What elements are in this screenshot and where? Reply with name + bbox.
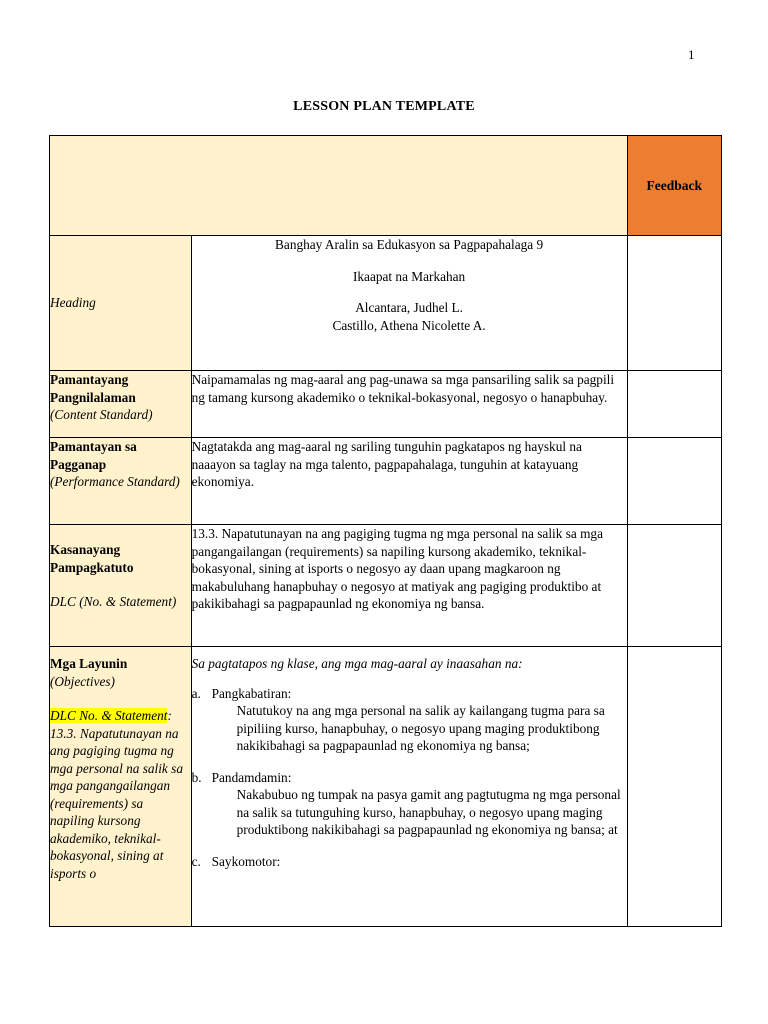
item-description: Nakabubuo ng tumpak na pasya gamit ang pagtutugma ng mga personal na salik sa tutunguhing kurso, hanapbuhay, o negosyo upang maging produktibong nakikibahagi sa pagpapaunlad ng ekonomiya ng bansa; at: [236, 787, 621, 837]
item-letter: c.: [191, 853, 201, 869]
document-title: LESSON PLAN TEMPLATE: [293, 99, 475, 114]
list-item: [192, 853, 627, 871]
objectives-row: [50, 647, 722, 927]
feedback-cell: [627, 371, 721, 438]
feedback-cell: [627, 647, 721, 927]
objectives-content: [191, 647, 627, 927]
label-bold: Mga Layunin: [50, 656, 128, 671]
list-item: [192, 685, 627, 755]
feedback-cell: [627, 438, 721, 525]
list-item: [192, 769, 627, 839]
objectives-intro: Sa pagtatapos ng klase, ang mga mag-aaral ay inaasahan na:: [191, 656, 523, 671]
dlc-text: 13.3. Napatutunayan na ang pagiging tugma ng mga personal na salik sa mga pangangailangan (requirements) sa napiling kursong akademiko, teknikal-bokasyonal, sining at isports o: [50, 725, 183, 881]
objectives-list: [192, 685, 627, 871]
label-bold: Pamantayang Pangnilalaman: [50, 372, 136, 405]
feedback-cell: [627, 236, 721, 371]
content-standard-text: Naipamamalas ng mag-aaral ang pag-unawa sa mga pansariling salik sa pagpili ng tamang kursong akademiko o teknikal-bokasyonal, negosyo o hanapbuhay.: [191, 371, 627, 438]
performance-standard-label: [50, 438, 192, 525]
competency-text: 13.3. Napatutunayan na ang pagiging tugma ng mga personal na salik sa mga pangangailangan (requirements) sa napiling kursong akademiko, teknikal-bokasyonal, sining at isports o negosyo ay daan upang magkaroon ng makabuluhang hanapbuhay o negosyo at matiyak ang pagiging produktibo at pakikibahagi sa pagpapaunlad ng ekonomiya ng bansa.: [191, 525, 627, 647]
item-description: Natutukoy na ang mga personal na salik ay kailangang tugma para sa pipiliing kurso, hanapbuhay, o negosyo upang maging produktibong nakikibahagi sa pagpapaunlad ng ekonomiya ng bansa;: [236, 703, 605, 753]
item-letter: b.: [191, 769, 202, 785]
item-title: Pangkabatiran:: [211, 685, 292, 701]
heading-label: Heading: [50, 236, 192, 371]
header-blank-cell: [50, 136, 628, 236]
heading-content: [191, 236, 627, 371]
item-title: Pandamdamin:: [211, 769, 292, 785]
heading-row: [50, 236, 722, 371]
dlc-highlight: DLC No. & Statement: [50, 708, 168, 723]
dlc-colon: :: [167, 708, 172, 723]
content-standard-row: [50, 371, 722, 438]
quarter: Ikaapat na Markahan: [352, 268, 466, 284]
item-letter: a.: [191, 685, 201, 701]
competency-row: [50, 525, 722, 647]
lesson-plan-table: [49, 135, 722, 927]
label-bold: Kasanayang Pampagkatuto: [50, 542, 134, 575]
label-italic: DLC (No. & Statement): [50, 594, 177, 609]
label-bold: Pamantayan sa Pagganap: [50, 439, 137, 472]
performance-standard-row: [50, 438, 722, 525]
header-row: [50, 136, 722, 236]
label-italic: (Content Standard): [50, 407, 153, 422]
label-italic: (Objectives): [50, 673, 115, 689]
course-title: Banghay Aralin sa Edukasyon sa Pagpapahalaga 9: [275, 237, 544, 252]
competency-label: [50, 525, 192, 647]
content-standard-label: [50, 371, 192, 438]
feedback-cell: [627, 525, 721, 647]
author-1: Alcantara, Judhel L.: [355, 300, 463, 315]
objectives-label: [50, 647, 192, 927]
item-title: Saykomotor:: [211, 853, 281, 869]
label-italic: (Performance Standard): [50, 474, 180, 489]
author-2: Castillo, Athena Nicolette A.: [332, 317, 486, 333]
performance-standard-text: Nagtatakda ang mag-aaral ng sariling tunguhin pagkatapos ng hayskul na naaayon sa taglay na mga talento, pagpapahalaga, tunguhin at katayuang ekonomiya.: [191, 438, 627, 525]
feedback-header: Feedback: [627, 136, 721, 236]
page-number: 1: [688, 47, 695, 62]
dlc-block: [50, 707, 191, 882]
